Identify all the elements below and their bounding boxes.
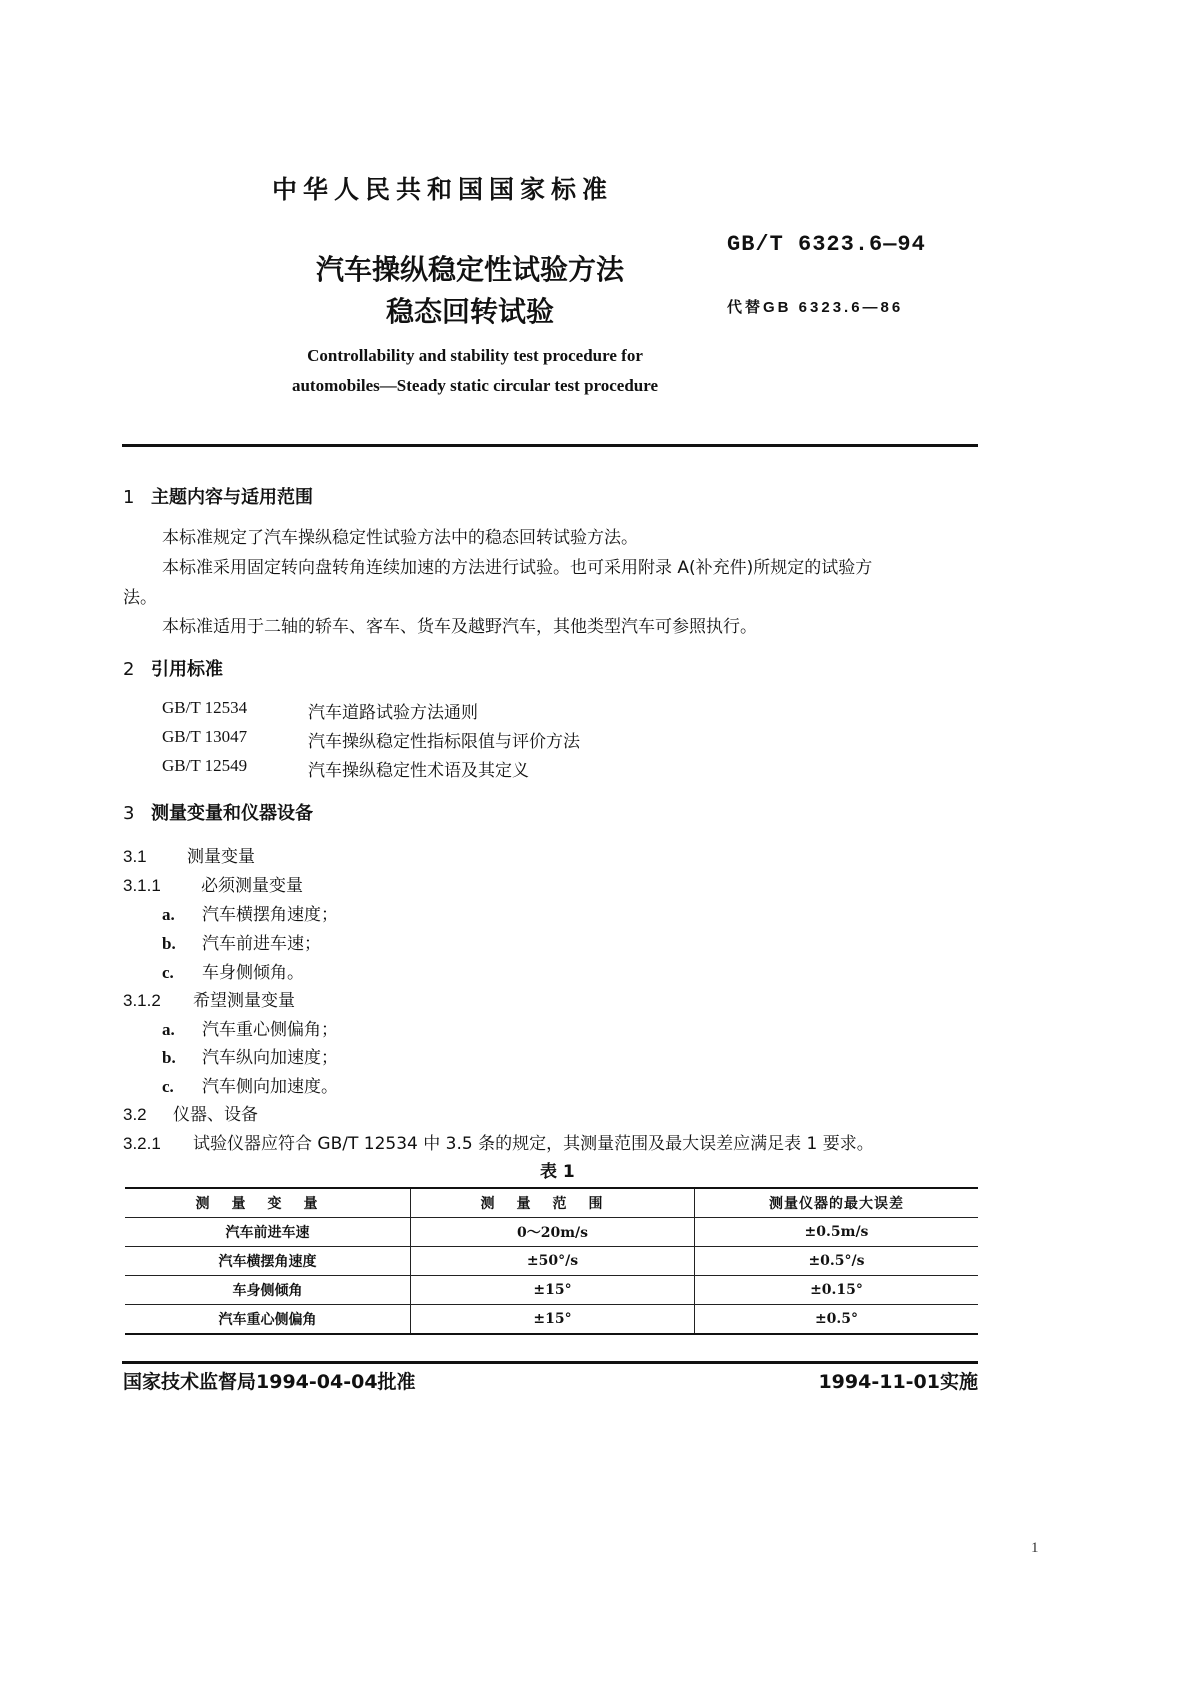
list-item [162,1072,338,1097]
list-marker: c. [162,963,174,982]
subsection-title: 希望测量变量 [193,991,295,1011]
subsection-3-2 [123,1100,258,1125]
table-cell: 汽车横摆角速度 [125,1247,411,1276]
subsection-text: 试验仪器应符合 GB/T 12534 中 3.5 条的规定，其测量范围及最大误差应满足表 1 要求。 [193,1134,874,1154]
table-cell: ±0.5m/s [695,1218,979,1247]
table-cell: 汽车前进车速 [125,1218,411,1247]
list-text: 车身侧倾角。 [202,963,304,983]
document-title-en-line2: automobiles—Steady static circular test procedure [291,376,659,395]
subsection-number: 3.1.2 [123,991,161,1010]
document-title-en-line1: Controllability and stability test procedure for [307,346,643,365]
table-cell: ±50°/s [411,1247,695,1276]
list-marker: b. [162,1048,176,1067]
subsection-3-2-1 [123,1129,874,1154]
list-marker: a. [162,1020,175,1039]
footer-divider [122,1361,978,1364]
subsection-number: 3.2 [123,1105,147,1124]
list-marker: a. [162,905,175,924]
subsection-title: 必须测量变量 [201,876,303,896]
subsection-title: 测量变量 [187,847,255,867]
effective-date: 1994-11-01实施 [818,1371,978,1393]
section-title: 引用标准 [151,659,223,680]
table-cell: ±0.5°/s [695,1247,979,1276]
paragraph: 本标准采用固定转向盘转角连续加速的方法进行试验。也可采用附录 A(补充件)所规定的试验方 [162,558,873,578]
table-row [125,1247,978,1276]
column-header: 测量变量 [125,1188,411,1218]
table-cell: 汽车重心侧偏角 [125,1305,411,1335]
list-text: 汽车纵向加速度； [202,1048,338,1068]
list-marker: c. [162,1077,174,1096]
table-row [125,1218,978,1247]
reference-title: 汽车操纵稳定性术语及其定义 [308,761,529,781]
reference-title: 汽车道路试验方法通则 [308,703,478,723]
section-1-heading [123,483,313,509]
table-cell: 0～20m/s [411,1218,695,1247]
reference-title: 汽车操纵稳定性指标限值与评价方法 [308,732,580,752]
section-2-heading [123,655,223,681]
reference-code: GB/T 12549 [162,756,248,775]
document-title-cn-line1: 汽车操纵稳定性试验方法 [315,253,624,286]
table-cell: ±15° [411,1276,695,1305]
list-item [162,958,304,983]
reference-code: GB/T 13047 [162,727,248,746]
standard-number: GB/T 6323.6—94 [727,232,926,257]
document-title-cn-line2: 稳态回转试验 [385,295,554,328]
column-header: 测量仪器的最大误差 [695,1188,979,1218]
list-text: 汽车侧向加速度。 [202,1077,338,1097]
section-number: 3 [123,803,135,824]
table-cell: ±15° [411,1305,695,1335]
replaces-standard: 代替GB 6323.6—86 [727,299,904,316]
subsection-title: 仪器、设备 [173,1105,258,1125]
subsection-3-1-2 [123,986,295,1011]
subsection-number: 3.1 [123,847,147,866]
paragraph-continuation: 法。 [123,588,157,608]
section-title: 测量变量和仪器设备 [151,803,313,824]
list-item [162,929,321,954]
list-text: 汽车横摆角速度； [202,905,338,925]
table-cell: ±0.15° [695,1276,979,1305]
paragraph: 本标准适用于二轴的轿车、客车、货车及越野汽车，其他类型汽车可参照执行。 [162,617,757,637]
list-item [162,900,338,925]
national-standard-label: 中华人民共和国国家标准 [272,175,614,204]
table-row [125,1276,978,1305]
subsection-number: 3.1.1 [123,876,161,895]
list-item [162,1015,338,1040]
table-caption: 表 1 [540,1162,575,1182]
subsection-3-1 [123,842,255,867]
list-marker: b. [162,934,176,953]
page-number: 1 [1031,1540,1039,1556]
approval-date: 国家技术监督局1994-04-04批准 [123,1371,416,1393]
list-text: 汽车重心侧偏角； [202,1020,338,1040]
table-cell: 车身侧倾角 [125,1276,411,1305]
table-cell: ±0.5° [695,1305,979,1335]
table-header-row [125,1188,978,1218]
section-title: 主题内容与适用范围 [151,487,313,508]
subsection-3-1-1 [123,871,303,896]
table-1 [125,1187,978,1335]
list-text: 汽车前进车速； [202,934,321,954]
section-number: 1 [123,487,135,508]
table-row [125,1305,978,1335]
reference-code: GB/T 12534 [162,698,248,717]
list-item [162,1043,338,1068]
section-number: 2 [123,659,135,680]
header-divider [122,444,978,447]
paragraph: 本标准规定了汽车操纵稳定性试验方法中的稳态回转试验方法。 [162,528,638,548]
column-header: 测量范围 [411,1188,695,1218]
section-3-heading [123,799,313,825]
subsection-number: 3.2.1 [123,1134,161,1153]
